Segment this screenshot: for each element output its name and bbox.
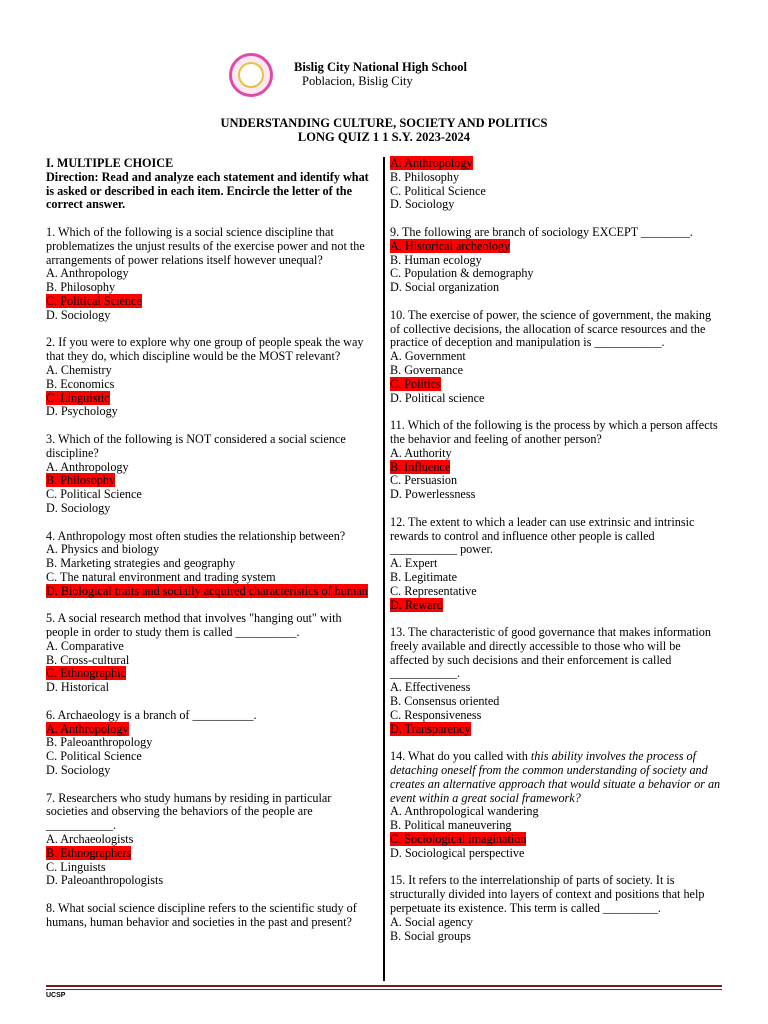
- answer-option[interactable]: B. Consensus oriented: [390, 694, 500, 709]
- directions: Direction: Read and analyze each statement and identify what is asked or described in each item. Encircle the letter of the correct answer.: [46, 169, 369, 212]
- question-item: [46, 336, 372, 419]
- question-stem: 2. If you were to explore why one group of people speak the way that they do, which discipline would be the MOST relevant?: [46, 335, 364, 364]
- answer-option[interactable]: C. Ethnographic: [46, 666, 126, 681]
- answer-option[interactable]: D. Social organization: [390, 280, 500, 295]
- answer-option[interactable]: C. The natural environment and trading system: [46, 569, 276, 584]
- answer-option[interactable]: D. Political science: [390, 390, 485, 405]
- question-stem: 3. Which of the following is NOT considered a social science discipline?: [46, 431, 346, 460]
- answer-option[interactable]: A. Comparative: [46, 638, 124, 653]
- right-question-list: [390, 226, 722, 736]
- question-stem: 5. A social research method that involves "hanging out" with people in order to study them is called __________.: [46, 611, 342, 640]
- answer-option[interactable]: B. Paleoanthropology: [46, 735, 153, 750]
- question-stem: 12. The extent to which a leader can use extrinsic and intrinsic rewards to control and influence other people is called ___________ power.: [390, 514, 695, 557]
- answer-option[interactable]: A. Authority: [390, 445, 452, 460]
- question-stem: 14. What do you called with this ability involves the process of detaching oneself from the common understanding of society and creates an alternative approach that would situate a behavior or an event within a great social framework?: [390, 749, 721, 805]
- question-stem: 10. The exercise of power, the science of government, the making of collective decisions, the allocation of scarce resources and the practice of deception and manipulation is ___________.: [390, 307, 712, 350]
- question-stem: 4. Anthropology most often studies the relationship between?: [46, 528, 346, 543]
- answer-option[interactable]: C. Linguists: [46, 859, 106, 874]
- answer-option[interactable]: A. Expert: [390, 556, 438, 571]
- question-item: [46, 792, 372, 889]
- answer-option[interactable]: D. Sociology: [46, 763, 111, 778]
- answer-option[interactable]: D. Sociology: [46, 307, 111, 322]
- answer-option[interactable]: B. Economics: [46, 376, 115, 391]
- school-seal-icon: [229, 53, 273, 97]
- question-stem: 1. Which of the following is a social science discipline that problematizes the unjust results of the exercise power and not the arrangements of power relations itself however unequal?: [46, 224, 365, 267]
- answer-option[interactable]: C. Linguistic: [46, 390, 110, 405]
- document-header: [0, 0, 768, 144]
- question-stem: 7. Researchers who study humans by residing in particular societies and observing the behaviors of the people are ___________.: [46, 790, 332, 833]
- answer-option[interactable]: B. Influence: [390, 459, 451, 474]
- answer-option[interactable]: D. Paleoanthropologists: [46, 873, 164, 888]
- answer-option[interactable]: D. Powerlessness: [390, 487, 476, 502]
- answer-option[interactable]: C. Representative: [390, 583, 477, 598]
- quiz-subject-title: UNDERSTANDING CULTURE, SOCIETY AND POLITICS: [220, 116, 548, 130]
- answer-option[interactable]: A. Chemistry: [46, 362, 112, 377]
- question-item: [390, 626, 722, 736]
- footer-rule-thin: [46, 989, 722, 990]
- answer-option[interactable]: D. Transparency: [390, 721, 471, 736]
- answer-option[interactable]: C. Persuasion: [390, 473, 458, 488]
- option-list: [390, 916, 722, 944]
- left-column: [46, 157, 372, 930]
- answer-option[interactable]: A. Anthropology: [46, 721, 129, 736]
- answer-option[interactable]: B. Cross-cultural: [46, 652, 130, 667]
- question-item: [46, 530, 372, 599]
- option-list: [390, 805, 722, 860]
- question-8-options: [390, 157, 722, 212]
- answer-option[interactable]: A. Anthropology: [46, 459, 129, 474]
- answer-option[interactable]: D. Reward: [390, 597, 443, 612]
- answer-option[interactable]: A. Physics and biology: [46, 542, 160, 557]
- question-stem: 15. It refers to the interrelationship of parts of society. It is structurally divided into layers of context and positions that help perpetuate its existence. This term is called _________.: [390, 873, 705, 916]
- question-item: [390, 419, 722, 502]
- answer-option[interactable]: A. Anthropology: [390, 156, 473, 170]
- answer-option[interactable]: B. Social groups: [390, 928, 471, 943]
- answer-option[interactable]: B. Philosophy: [46, 473, 116, 488]
- answer-option[interactable]: D. Historical: [46, 680, 109, 695]
- answer-option[interactable]: A. Anthropological wandering: [390, 804, 539, 819]
- question-item: [46, 612, 372, 695]
- answer-option[interactable]: D. Psychology: [46, 404, 118, 419]
- footer-label: UCSP: [46, 992, 66, 999]
- answer-option[interactable]: A. Historical archeology: [390, 238, 511, 253]
- right-column: [390, 157, 722, 943]
- answer-option[interactable]: C. Political Science: [46, 749, 142, 764]
- answer-option[interactable]: C. Political Science: [46, 293, 142, 308]
- question-item: [46, 709, 372, 778]
- answer-option[interactable]: C. Political Science: [46, 487, 142, 502]
- answer-option[interactable]: A. Government: [390, 349, 466, 364]
- question-item: [390, 516, 722, 613]
- column-divider: [383, 157, 385, 981]
- answer-option[interactable]: D. Biological traits and socially acquired characteristics of human: [46, 583, 368, 598]
- question-item: [46, 902, 372, 930]
- question-item: [390, 226, 722, 295]
- answer-option[interactable]: D. Sociological perspective: [390, 845, 525, 860]
- answer-option[interactable]: A. Social agency: [390, 914, 473, 929]
- school-name: Bislig City National High School: [294, 60, 467, 74]
- answer-option[interactable]: B. Marketing strategies and geography: [46, 556, 236, 571]
- question-14: [390, 750, 722, 860]
- question-item: [46, 433, 372, 516]
- question-stem: 8. What social science discipline refers to the scientific study of humans, human behavior and societies in the past and present?: [46, 901, 357, 929]
- answer-option[interactable]: C. Responsiveness: [390, 707, 482, 722]
- answer-option[interactable]: C. Sociological imagination: [390, 832, 527, 847]
- question-stem: 11. Which of the following is the process by which a person affects the behavior and feeling of another person?: [390, 418, 718, 446]
- school-address: Poblacion, Bislig City: [302, 74, 413, 88]
- answer-option[interactable]: B. Legitimate: [390, 569, 458, 584]
- question-stem: 13. The characteristic of good governance that makes information freely available and directly accessible to those who will be affected by such decisions and their enforcement is called ___________.: [390, 625, 711, 681]
- quiz-title: LONG QUIZ 1 1 S.Y. 2023-2024: [297, 130, 471, 144]
- question-stem: 6. Archaeology is a branch of __________.: [46, 707, 257, 722]
- question-item: [46, 226, 372, 323]
- answer-option[interactable]: D. Sociology: [46, 500, 111, 515]
- left-question-list: [46, 226, 372, 930]
- question-15: [390, 874, 722, 943]
- answer-option[interactable]: A. Archaeologists: [46, 832, 134, 847]
- answer-option[interactable]: A. Anthropology: [46, 266, 129, 281]
- footer-rule: [46, 985, 722, 987]
- answer-option[interactable]: B. Philosophy: [46, 280, 116, 295]
- answer-option[interactable]: B. Political maneuvering: [390, 818, 512, 833]
- section-heading: I. MULTIPLE CHOICE: [46, 156, 174, 170]
- answer-option[interactable]: B. Philosophy: [390, 169, 460, 184]
- answer-option[interactable]: C. Politics: [390, 376, 441, 391]
- question-item: [390, 309, 722, 406]
- answer-option[interactable]: B. Human ecology: [390, 252, 482, 267]
- answer-option[interactable]: B. Ethnographers: [46, 845, 132, 860]
- answer-option[interactable]: C. Population & demography: [390, 266, 534, 281]
- answer-option[interactable]: B. Governance: [390, 362, 464, 377]
- answer-option[interactable]: A. Effectiveness: [390, 680, 471, 695]
- answer-option[interactable]: D. Sociology: [390, 197, 455, 212]
- question-stem: 9. The following are branch of sociology EXCEPT ________.: [390, 224, 693, 239]
- answer-option[interactable]: C. Political Science: [390, 183, 486, 198]
